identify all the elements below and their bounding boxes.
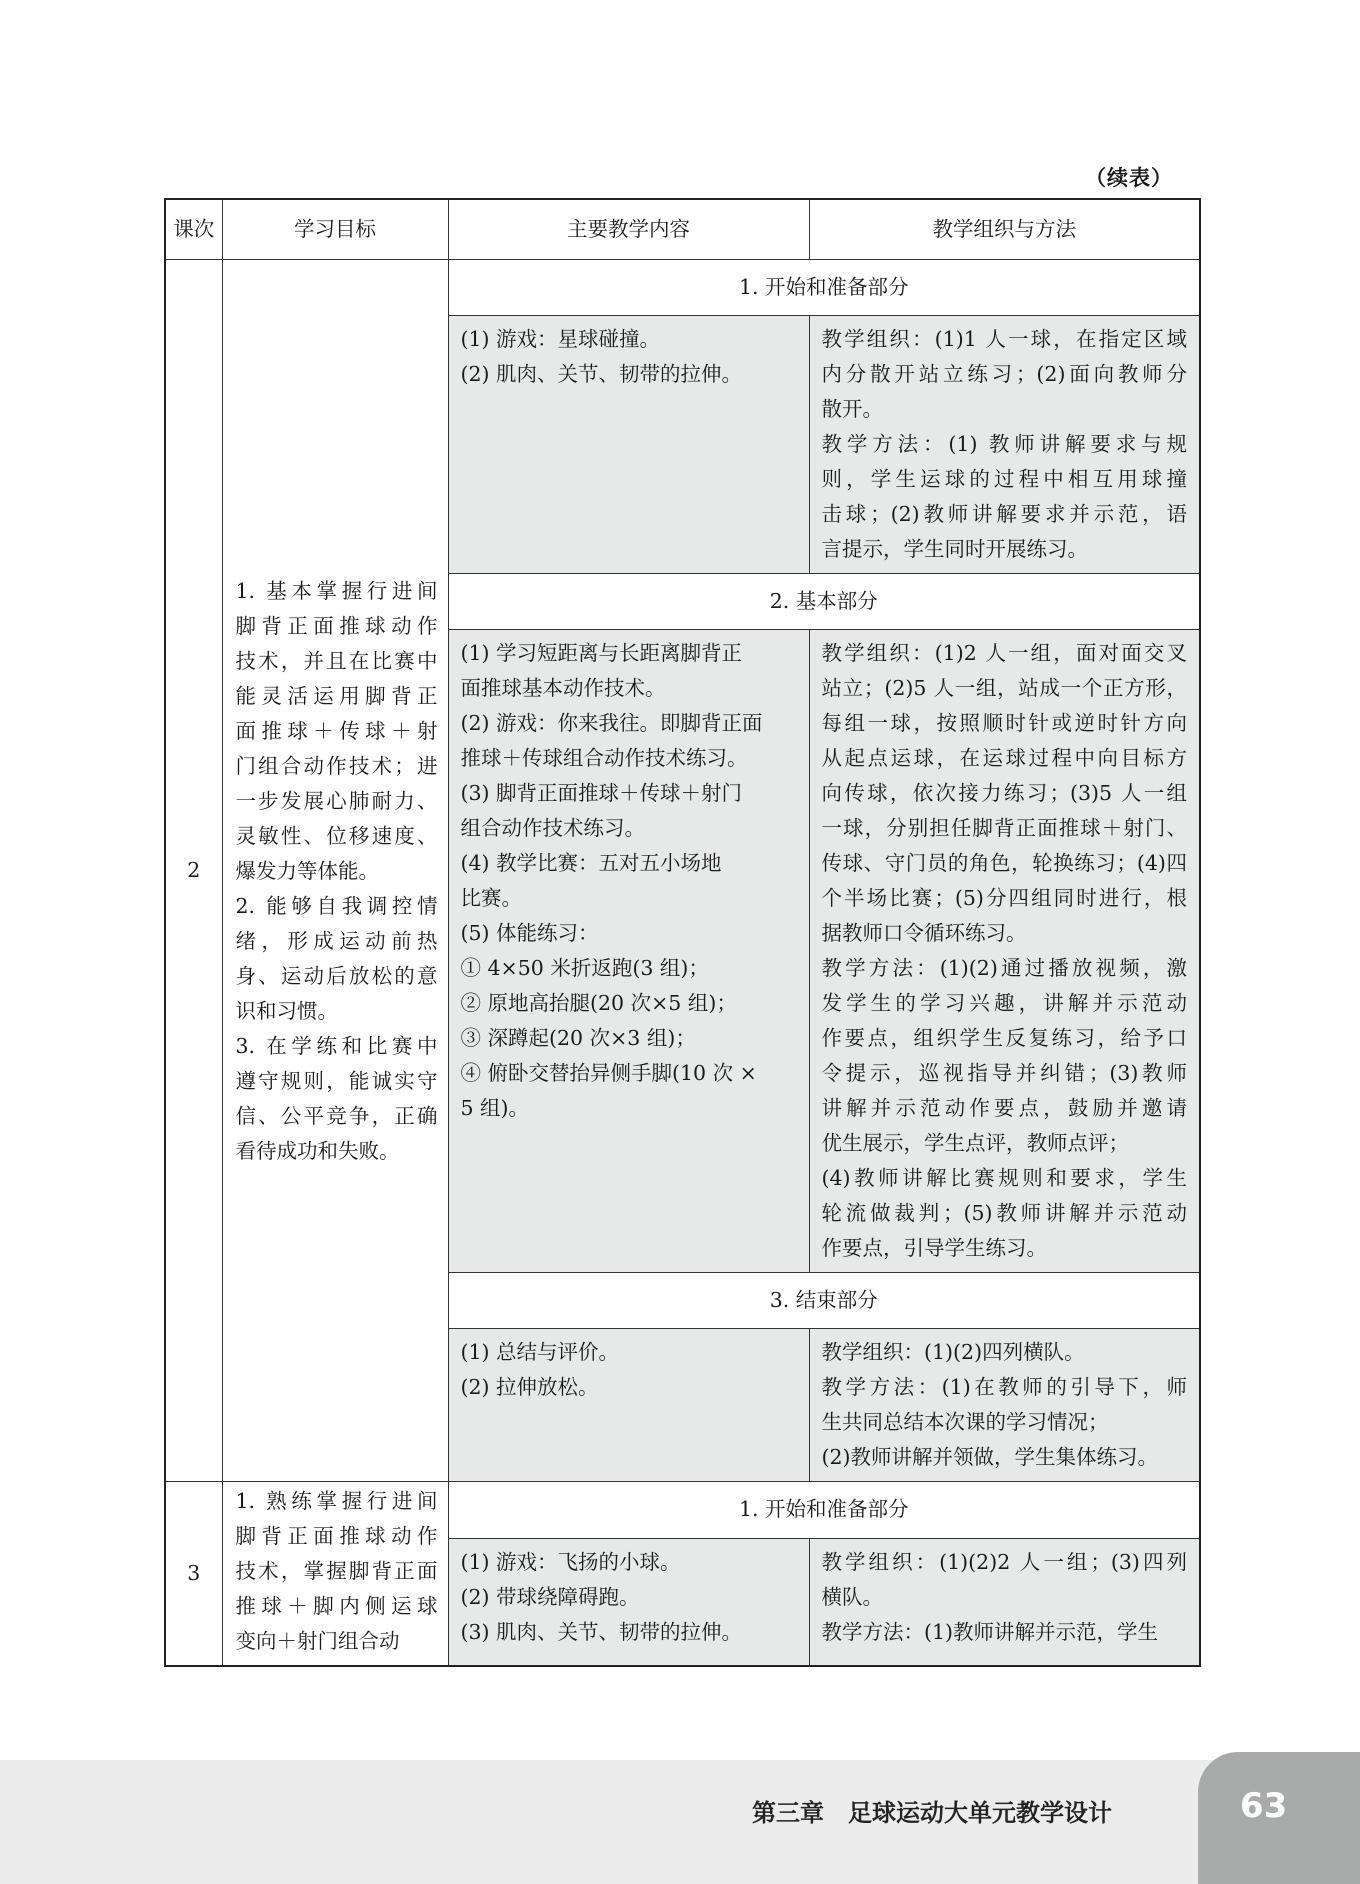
text-line: 则，学生运球的过程中相互用球撞 (821, 467, 1187, 491)
text-line: 爆发力等体能。 (235, 859, 379, 883)
text-line: 个半场比赛；(5)分四组同时进行，根 (821, 886, 1187, 910)
text-line: 1. 熟练掌握行进间 (235, 1489, 438, 1513)
text-line: (2) 拉伸放松。 (460, 1375, 599, 1399)
goals-list (236, 1484, 438, 1659)
text-line: (3) 肌肉、关节、韧带的拉伸。 (460, 1619, 743, 1644)
text-line: 教学方法：(1) 教师讲解要求与规 (821, 432, 1187, 456)
content-cell (448, 316, 809, 574)
method-list (822, 1335, 1188, 1475)
table-row (165, 260, 1200, 316)
text-line: 看待成功和失败。 (235, 1139, 400, 1163)
footer-bar (0, 1760, 1360, 1884)
header-main-content: 主要教学内容 (448, 199, 809, 260)
section-title: 1. 开始和准备部分 (448, 260, 1200, 316)
text-line: 比赛。 (460, 886, 522, 910)
method-cell (809, 630, 1200, 1273)
text-line: 生共同总结本次课的学习情况； (821, 1410, 1109, 1434)
text-line: 变向＋射门组合动 (235, 1629, 400, 1653)
text-line: (2) 肌肉、关节、韧带的拉伸。 (460, 362, 743, 386)
section-title: 2. 基本部分 (448, 574, 1200, 630)
text-line: (2)教师讲解并领做，学生集体练习。 (821, 1445, 1159, 1469)
text-line: 击球；(2)教师讲解要求并示范，语 (821, 502, 1187, 526)
text-line: 面推球基本动作技术。 (460, 676, 666, 700)
content-cell (448, 1329, 809, 1482)
text-line: (1) 游戏：星球碰撞。 (460, 327, 661, 351)
text-line: 横队。 (821, 1584, 883, 1609)
text-line: 轮流做裁判；(5)教师讲解并示范动 (821, 1201, 1187, 1225)
text-line: 身、运动后放松的意 (235, 964, 438, 988)
text-line: (2) 游戏：你来我往。即脚背正面 (460, 711, 763, 735)
text-line: 一步发展心肺耐力、 (235, 789, 438, 813)
learning-goals-cell (222, 1482, 448, 1667)
text-line: (1) 学习短距离与长距离脚背正 (460, 641, 743, 665)
method-cell (809, 1329, 1200, 1482)
text-line: 教学组织：(1)1 人一球，在指定区域 (821, 327, 1187, 351)
method-cell (809, 316, 1200, 574)
text-line: 教学组织：(1)(2)2 人一组；(3)四列 (821, 1549, 1187, 1574)
section-title: 1. 开始和准备部分 (448, 1482, 1200, 1539)
text-line: ① 4×50 米折返跑(3 组)； (460, 956, 709, 980)
table-row (165, 1482, 1200, 1539)
text-line: (4) 教学比赛：五对五小场地 (460, 851, 722, 875)
lesson-plan-table (164, 198, 1201, 1667)
text-line: ④ 俯卧交替抬异侧手脚(10 次 × (460, 1061, 757, 1085)
continued-label: （续表） (1085, 166, 1173, 190)
text-line: 技术，掌握脚背正面 (235, 1559, 438, 1583)
text-line: 教学方法：(1)在教师的引导下，师 (821, 1375, 1187, 1399)
text-line: (2) 带球绕障碍跑。 (460, 1584, 640, 1609)
text-line: 每组一球，按照顺时针或逆时针方向 (821, 711, 1187, 735)
text-line: 散开。 (821, 397, 883, 421)
text-line: 言提示，学生同时开展练习。 (821, 537, 1088, 561)
text-line: 发学生的学习兴趣，讲解并示范动 (821, 991, 1187, 1015)
learning-goals-cell (222, 260, 448, 1482)
header-learning-goals: 学习目标 (222, 199, 448, 260)
text-line: 技术，并且在比赛中 (235, 649, 438, 673)
text-line: 教学方法：(1)教师讲解并示范，学生 (821, 1619, 1159, 1644)
header-organization-method: 教学组织与方法 (809, 199, 1200, 260)
text-line: 传球、守门员的角色，轮换练习；(4)四 (821, 851, 1187, 875)
text-line: 信、公平竞争，正确 (235, 1104, 438, 1128)
text-line: 从起点运球，在运球过程中向目标方 (821, 746, 1187, 770)
text-line: 推球＋脚内侧运球 (235, 1594, 438, 1618)
content-list (461, 322, 797, 392)
text-line: ③ 深蹲起(20 次×3 组)； (460, 1026, 696, 1050)
header-lesson-number: 课次 (165, 199, 222, 260)
text-line: 教学组织：(1)(2)四列横队。 (821, 1340, 1085, 1364)
section-title: 3. 结束部分 (448, 1273, 1200, 1329)
content-list (461, 636, 797, 1126)
text-line: (5) 体能练习： (460, 921, 599, 945)
text-line: 5 组)。 (460, 1096, 530, 1120)
text-line: 1. 基本掌握行进间 (235, 579, 438, 603)
content-cell (448, 1538, 809, 1666)
method-list (822, 1545, 1188, 1650)
method-cell (809, 1538, 1200, 1666)
text-line: (1) 游戏：飞扬的小球。 (460, 1549, 681, 1574)
text-line: 一球，分别担任脚背正面推球＋射门、 (821, 816, 1187, 840)
text-line: 站立；(2)5 人一组，站成一个正方形， (821, 676, 1187, 700)
text-line: 教学组织：(1)2 人一组，面对面交叉 (821, 641, 1187, 665)
text-line: 脚背正面推球动作 (235, 1524, 438, 1548)
text-line: 遵守规则，能诚实守 (235, 1069, 438, 1093)
page-number: 63 (1240, 1786, 1288, 1826)
text-line: (4)教师讲解比赛规则和要求，学生 (821, 1166, 1187, 1190)
text-line: 向传球，依次接力练习；(3)5 人一组 (821, 781, 1187, 805)
content-list (461, 1335, 797, 1405)
text-line: 能灵活运用脚背正 (235, 684, 438, 708)
text-line: 识和习惯。 (235, 999, 338, 1023)
text-line: ② 原地高抬腿(20 次×5 组)； (460, 991, 737, 1015)
text-line: 组合动作技术练习。 (460, 816, 645, 840)
content-cell (448, 630, 809, 1273)
text-line: 据教师口令循环练习。 (821, 921, 1027, 945)
text-line: 灵敏性、位移速度、 (235, 824, 438, 848)
text-line: 绪，形成运动前热 (235, 929, 438, 953)
text-line: 作要点，组织学生反复练习，给予口 (821, 1026, 1187, 1050)
text-line: 面推球＋传球＋射 (235, 719, 438, 743)
text-line: (1) 总结与评价。 (460, 1340, 620, 1364)
text-line: 门组合动作技术；进 (235, 754, 438, 778)
text-line: 讲解并示范动作要点，鼓励并邀请 (821, 1096, 1187, 1120)
method-list (822, 636, 1188, 1266)
text-line: 推球＋传球组合动作技术练习。 (460, 746, 748, 770)
text-line: 作要点，引导学生练习。 (821, 1236, 1047, 1260)
goals-list (236, 574, 438, 1169)
text-line: 脚背正面推球动作 (235, 614, 438, 638)
table-header-row (165, 199, 1200, 260)
lesson-number-cell: 3 (165, 1482, 222, 1667)
lesson-number-cell: 2 (165, 260, 222, 1482)
chapter-title: 第三章 足球运动大单元教学设计 (752, 1799, 1112, 1827)
text-line: 2. 能够自我调控情 (235, 894, 438, 918)
text-line: 优生展示，学生点评，教师点评； (821, 1131, 1129, 1155)
method-list (822, 322, 1188, 567)
text-line: 令提示，巡视指导并纠错；(3)教师 (821, 1061, 1187, 1085)
text-line: 教学方法：(1)(2)通过播放视频，激 (821, 956, 1187, 980)
text-line: 内分散开站立练习；(2)面向教师分 (821, 362, 1187, 386)
content-list (461, 1545, 797, 1650)
text-line: 3. 在学练和比赛中 (235, 1034, 438, 1058)
text-line: (3) 脚背正面推球＋传球＋射门 (460, 781, 743, 805)
